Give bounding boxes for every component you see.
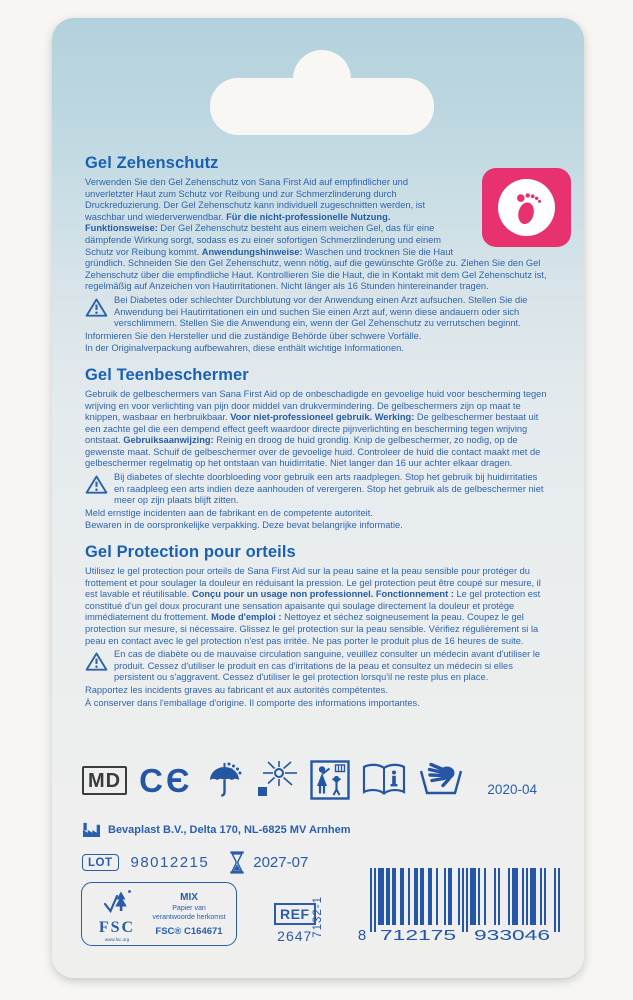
fsc-tree-icon (101, 888, 133, 916)
french-intro-paragraph: Utilisez le gel protection pour orteils de Sana First Aid sur la peau saine et la peau sensible pour protéger du frottement et pour soulager la douleur en réduisant la pression. Le gel protection peut être coupé sur mesure, il est lavable et réutilisable. Conçu pour un usage non professionnel. Fonctionnement : Le gel protection est constitué d'un gel doux procurant une sensation apaisante qui soulage directement la douleur et protège immédiatement du frottement. Mode d'emploi : Nettoyez et séchez soigneusement la peau. Coupez le gel protection sur mesure, si nécessaire. Glissez le gel protection sur la peau sensible. Vérifiez régulièrement si la peau en contact avec le gel protection n'est pas irritée. Ne pas porter le produit plus de 16 heures de suite. (85, 566, 541, 646)
french-storage-note: À conserver dans l'emballage d'origine. Il comporte des informations importantes. (85, 697, 420, 708)
dutch-warning (85, 472, 549, 507)
svg-text:933046: 933046 (474, 927, 550, 944)
ce-mark: CЄ (139, 761, 193, 799)
print-side-code: 7132-1 (312, 896, 324, 938)
fsc-grade: MIX (180, 892, 198, 904)
hand-wash-icon (418, 760, 464, 800)
german-storage-note: In der Originalverpackung aufbewahren, diese enthält wichtige Informationen. (85, 343, 404, 354)
keep-dry-icon (204, 760, 244, 800)
dutch-intro-paragraph: Gebruik de gelbeschermers van Sana First Aid op de onbeschadigde en gevoelige huid voor bescherming tegen wrijving en voor verlichting van pijn door middel van drukvermindering. De gelbeschermers zijn op maat te knippen, wasbaar en herbruikbaar. Voor niet-professioneel gebruik. Werking: De gelbeschermer bestaat uit een zachte gel die een dempend effect geeft waardoor directe pijnverlichting en bescherming tegen wrijving ontstaat. Gebruiksaanwijzing: Reinig en droog de huid grondig. Knip de gelbeschermer, zo nodig, op de gewenste maat. Schuif de gelbeschermer over de gevoelige huid. Controleer de huid die contact maakt met de gelbeschermer regelmatig op het ontstaan van huidirritatie. Niet langer dan 16 uur achter elkaar dragen. (85, 388, 547, 469)
ref-symbol: REF (274, 903, 316, 925)
svg-text:8: 8 (357, 927, 367, 944)
fsc-url: www.fsc.org (104, 937, 130, 942)
fsc-cert-number: FSC® C164671 (155, 925, 223, 937)
dutch-warning-text: Bij diabetes of slechte doorbloeding voor gebruik een arts raadplegen. Stop het gebruik bij huidirritaties en raadpleeg een arts indien deze aanhouden of verergeren. Stop het gebruik als de gelbeschermer niet meer op zijn plaats blijft zitten. (114, 472, 544, 506)
fsc-wordmark: FSC (98, 919, 136, 936)
ref-group (274, 903, 316, 944)
lot-row (82, 851, 308, 874)
svg-text:712175: 712175 (380, 927, 456, 944)
section-french (85, 543, 549, 709)
fsc-line2: verantwoorde herkomst (152, 914, 226, 921)
expiry-date: 2027-07 (253, 854, 309, 871)
manufacturer-address: Bevaplast B.V., Delta 170, NL-6825 MV Arnhem (108, 823, 351, 836)
md-symbol: MD (82, 766, 127, 795)
german-warning (85, 295, 549, 330)
french-warning (85, 649, 549, 684)
german-intro-paragraph: Verwenden Sie den Gel Zehenschutz von Sana First Aid auf empfindlicher und unverletzter Haut zum Schutz vor Reibung und zur Schmerzlinderung durch Druckreduzierung. Der Gel Zehenschutz kann individuell zugeschnitten werden, ist waschbar und wiederverwendbar. Für die nicht-professionelle Nutzung. Funktionsweise: Der Gel Zehenschutz besteht aus einem weichen Gel, das für eine dämpfende Wirkung sorgt, sodass es zu einer sofortigen Schmerzlinderung und einem Schutz vor Reibung kommt. Anwendungshinweise: Waschen und trocknen Sie die Haut gründlich. Schneiden Sie den Gel Zehenschutz, wenn nötig, auf die gewünschte Größe zu. Ziehen Sie den Gel Zehenschutz über die empfindliche Haut. Kontrollieren Sie die Haut, die in Kontakt mit dem Gel Zehenschutz ist, regelmäßig auf Anzeichen von Hautirritationen. Nicht länger als 16 Stunden hintereinander tragen. (85, 177, 549, 293)
fsc-line1: Papier van (172, 905, 206, 913)
factory-icon (82, 821, 101, 838)
french-incident-note: Rapportez les incidents graves au fabricant et aux autorités compétentes. (85, 684, 388, 695)
section-dutch (85, 366, 549, 532)
warning-triangle-icon (85, 651, 108, 672)
ean13-barcode (354, 866, 566, 944)
warning-triangle-icon (85, 297, 108, 318)
warning-triangle-icon (85, 474, 108, 495)
euro-hang-hole-slot (210, 78, 434, 135)
fsc-logo (91, 888, 143, 941)
instructions-text (85, 154, 549, 720)
lot-symbol: LOT (82, 854, 119, 871)
fsc-certification-block (81, 882, 237, 946)
production-date-code: 2020-04 (487, 781, 537, 797)
section-title-german: Gel Zehenschutz (85, 154, 219, 172)
section-title-dutch: Gel Teenbeschermer (85, 365, 249, 384)
german-incident-note: Informieren Sie den Hersteller und die zuständige Behörde über schwere Vorfälle. (85, 330, 422, 341)
german-warning-text: Bei Diabetes oder schlechter Durchblutung vor der Anwendung einen Arzt aufsuchen. Stellen Sie die Anwendung bei Hautirritationen ein und suchen Sie einen Arzt auf, wenn diese andauern oder sich verschlimmern. Stellen Sie die Anwendung ein, wenn der Gel Zehenschutz zu verrutschen beginnt. (114, 294, 528, 329)
section-title-french: Gel Protection pour orteils (85, 543, 296, 562)
keep-away-from-children-icon (310, 760, 350, 800)
regulatory-symbols-row (82, 760, 537, 800)
consult-instructions-icon (361, 762, 407, 798)
badge-text-wrap-spacer (457, 177, 549, 251)
dutch-incident-note: Meld ernstige incidenten aan de fabrikant en de competente autoriteit. (85, 507, 373, 518)
dutch-storage-note: Bewaren in de oorspronkelijke verpakking. Deze bevat belangrijke informatie. (85, 520, 403, 531)
lot-number: 98012215 (130, 854, 210, 871)
keep-away-from-sunlight-icon (255, 760, 299, 800)
manufacturer-row (82, 821, 351, 838)
section-german (85, 154, 549, 355)
ref-number: 2647 (277, 928, 313, 944)
hourglass-icon (229, 851, 245, 874)
package-back-panel (52, 18, 584, 978)
fsc-label-text (149, 888, 229, 941)
french-warning-text: En cas de diabète ou de mauvaise circulation sanguine, veuillez consulter un médecin avant d'utiliser le produit. Cessez d'utiliser le produit en cas d'irritations de la peau et consultez un médecin si elles persistent ou s'aggravent. Cessez d'utiliser le gel protection lorsqu'il ne reste plus en place. (114, 649, 541, 683)
